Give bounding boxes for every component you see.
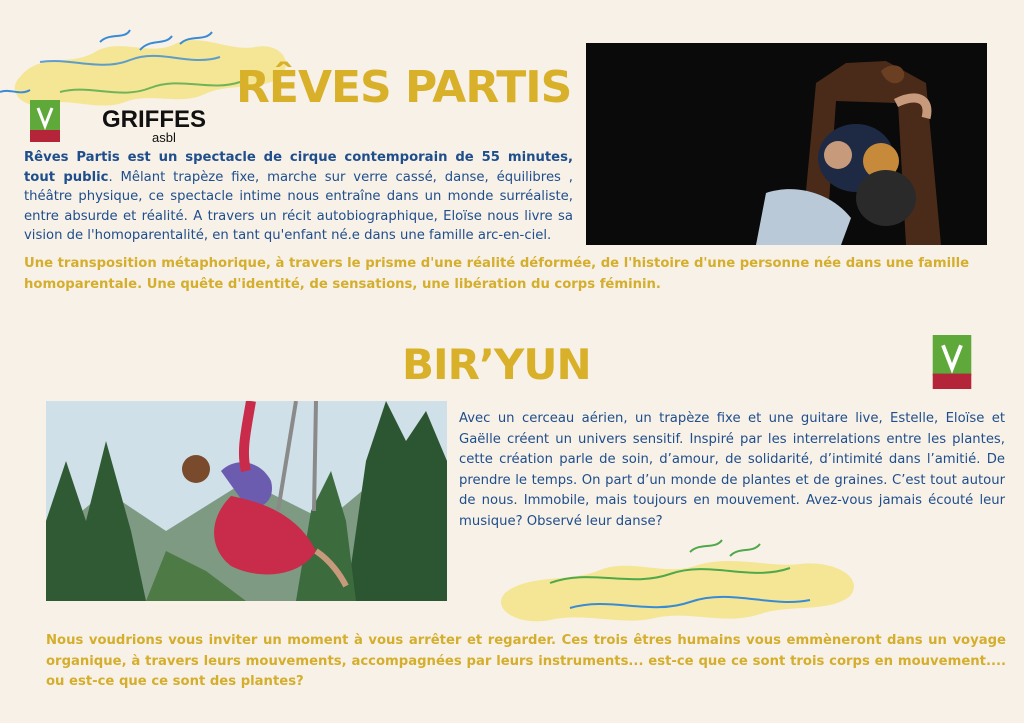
reves-partis-description — [24, 148, 573, 246]
griffes-logo — [102, 106, 207, 146]
griffes-logo-subtext: asbl — [152, 130, 176, 145]
photo-biryun — [46, 401, 447, 601]
show-title-reves-partis: RÊVES PARTIS — [236, 62, 572, 113]
watercolor-splash-bottom — [490, 538, 870, 638]
reves-partis-intro-rest: . Mêlant trapèze fixe, marche sur verre cassé, danse, équilibres , théâtre physique, ce spectacle intime nous entraîne dans un monde surréaliste, entre absurde et réalité. A travers un récit autobiographique, Eloïse nous livre sa vision de l'homoparentalité, en tant qu'enfant né.e dans une famille arc-en-ciel. — [24, 169, 573, 244]
ratibus-logo-top — [30, 100, 60, 142]
show-title-biryun: BIR’YUN — [402, 340, 591, 389]
biryun-description: Avec un cerceau aérien, un trapèze fixe et une guitare live, Estelle, Eloïse et Gaëlle créent un univers sensitif. Inspiré par les interrelations entre les plantes, cette création parle de soin, d’amour, de solidarité, d’intimité dans l’amitié. De prendre le temps. On part d’un monde de plantes et de graines. C’est tout autour de nous. Immobile, mais toujours en mouvement. Avez-vous jamais écouté leur musique? Observé leur danse? — [459, 411, 1005, 529]
reves-partis-intro-bold: Rêves Partis est un spectacle de cirque contemporain de 55 minutes, tout public — [24, 150, 573, 185]
ratibus-logo-right — [932, 335, 972, 389]
griffes-logo-text: GRIFFES — [102, 106, 207, 133]
reves-partis-highlight: Une transposition métaphorique, à travers le prisme d'une réalité déformée, de l'histoire d'une personne née dans une famille homoparentale. Une quête d'identité, de sensations, une libération du corps féminin. — [24, 256, 970, 292]
biryun-highlight: Nous voudrions vous inviter un moment à vous arrêter et regarder. Ces trois êtres humains vous emmèneront dans un voyage organique, à travers leurs mouvements, accompagnées par leurs instruments... est-ce que ce sont trois corps en mouvement.... ou est-ce que ce sont des plantes? — [46, 633, 1006, 689]
photo-reves-partis — [586, 43, 987, 245]
